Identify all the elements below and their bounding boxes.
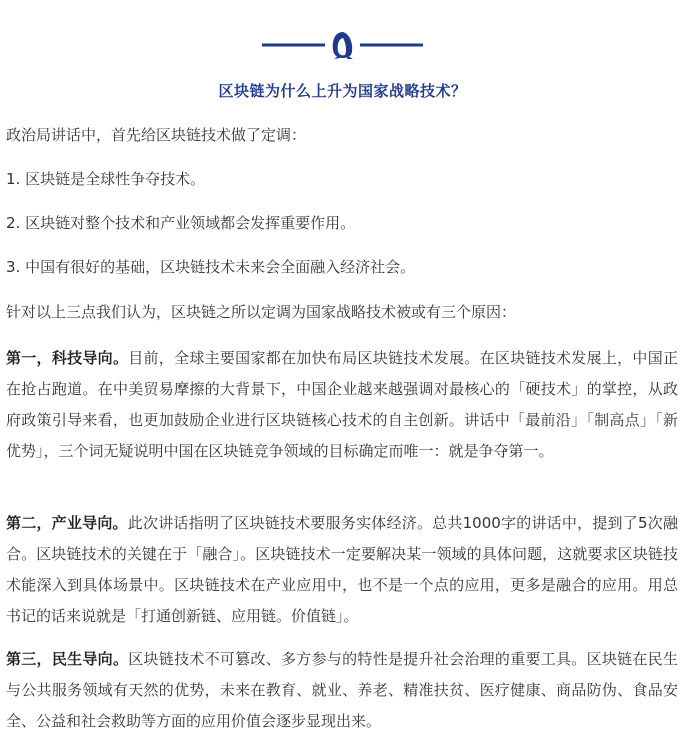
article-title: 区块链为什么上升为国家战略技术？ (218, 82, 467, 100)
reason-body: 区块链技术不可篡改、多方参与的特性是提升社会治理的重要工具。区块链在民生与公共服务领域有天然的优势，未来在教育、就业、养老、精准扶贫、医疗健康、商品防伪、食品安全、公益和社会救助等方面的应用价值会逐步显现出来。 (6, 650, 678, 730)
reason-paragraph (6, 644, 678, 737)
point-item: 2. 区块链对整个技术和产业领域都会发挥重要作用。 (6, 214, 356, 232)
intro-paragraph: 政治局讲话中，首先给区块链技术做了定调： (6, 126, 307, 144)
reason-paragraph (6, 508, 678, 632)
summary-paragraph: 针对以上三点我们认为，区块链之所以定调为国家战略技术被或有三个原因： (6, 303, 517, 321)
reason-paragraph (6, 343, 678, 467)
reason-lead: 第二，产业导向。 (6, 514, 128, 532)
reason-lead: 第一，科技导向。 (6, 349, 129, 367)
reason-lead: 第三，民生导向。 (6, 650, 129, 668)
penguin-icon (333, 32, 353, 59)
point-item: 1. 区块链是全球性争夺技术。 (6, 170, 206, 188)
reason-body: 目前，全球主要国家都在加快布局区块链技术发展。在区块链技术发展上，中国正在抢占跑道。在中美贸易摩擦的大背景下，中国企业越来越强调对最核心的「硬技术」的掌控，从政府政策引导来看，也更加鼓励企业进行区块链核心技术的自主创新。讲话中「最前沿」「制高点」「新优势」，三个词无疑说明中国在区块链竞争领域的目标确定而唯一：就是争夺第一。 (6, 349, 678, 460)
section-divider (0, 30, 685, 60)
point-item: 3. 中国有很好的基础，区块链技术未来会全面融入经济社会。 (6, 258, 416, 276)
reason-body: 此次讲话指明了区块链技术要服务实体经济。总共1000字的讲话中，提到了5次融合。区块链技术的关键在于「融合」。区块链技术一定要解决某一领域的具体问题，这就要求区块链技术能深入到具体场景中。区块链技术在产业应用中，也不是一个点的应用，更多是融合的应用。用总书记的话来说就是「打通创新链、应用链。价值链」。 (6, 514, 678, 625)
